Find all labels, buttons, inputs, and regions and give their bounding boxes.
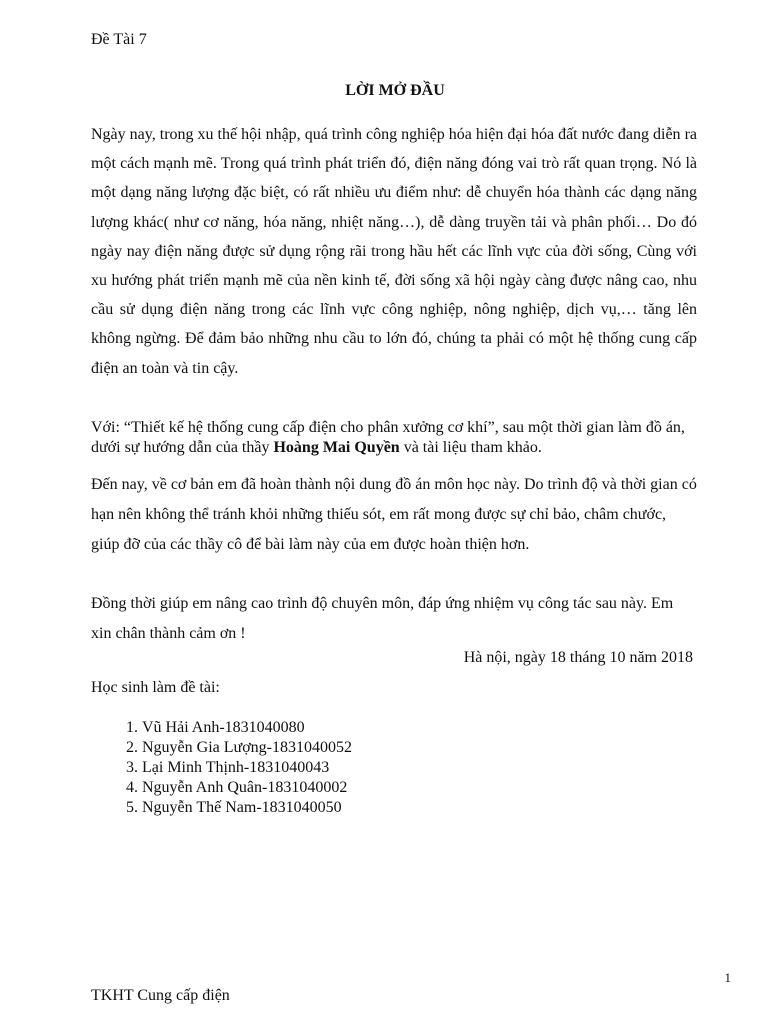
student-item [91,798,352,818]
topic-text-after: và tài liệu tham khảo. [399,439,542,456]
student-number: 5. [126,799,138,816]
student-name: Nguyễn Anh Quân-1831040002 [142,779,348,796]
intro-paragraph: Ngày nay, trong xu thế hội nhập, quá trình công nghiệp hóa hiện đại hóa đất nước đang diễn ra một cách mạnh mẽ. Trong quá trình phát triển đó, điện năng đóng vai trò rất quan trọng. Nó là một dạng năng lượng đặc biệt, có rất nhiều ưu điểm như: dễ chuyển hóa thành các dạng năng lượng khác( như cơ năng, hóa năng, nhiệt năng…), dễ dàng truyền tải và phân phối… Do đó ngày nay điện năng được sử dụng rộng rãi trong hầu hết các lĩnh vực của đời sống, Cùng với xu hướng phát triển mạnh mẽ của nền kinh tế, đời sống xã hội ngày càng được nâng cao, nhu cầu sử dụng điện năng trong các lĩnh vực công nghiệp, nông nghiệp, dịch vụ,… tăng lên không ngừng. Để đảm bảo những nhu cầu to lớn đó, chúng ta phải có một hệ thống cung cấp điện an toàn và tin cậy. [91,126,697,377]
student-number: 2. [126,739,138,756]
thanks-paragraph: Đồng thời giúp em nâng cao trình độ chuyên môn, đáp ứng nhiệm vụ công tác sau này. Em xin chân thành cảm ơn ! [91,595,674,642]
progress-paragraph: Đến nay, về cơ bản em đã hoàn thành nội dung đồ án môn học này. Do trình độ và thời gian có hạn nên không thể tránh khỏi những thiếu sót, em rất mong được sự chỉ bảo, châm chước, giúp đỡ của các thầy cô để bài làm này của em được hoàn thiện hơn. [91,476,697,553]
student-number: 4. [126,779,138,796]
student-item [91,758,352,778]
student-name: Nguyễn Thế Nam-1831040050 [142,799,342,816]
students-list [91,718,352,818]
student-name: Vũ Hải Anh-1831040080 [142,719,305,736]
page-header-topic: Đề Tài 7 [91,31,147,48]
student-item [91,738,352,758]
document-title: LỜI MỞ ĐẦU [345,82,445,99]
students-label: Học sinh làm đề tài: [91,679,220,696]
student-number: 3. [126,759,138,776]
student-item [91,718,352,738]
student-item [91,778,352,798]
teacher-name: Hoàng Mai Quyền [273,439,400,456]
signature-date: Hà nội, ngày 18 tháng 10 năm 2018 [463,649,693,666]
student-name: Nguyễn Gia Lượng-1831040052 [142,739,352,756]
student-name: Lại Minh Thịnh-1831040043 [142,759,330,776]
topic-text-before: Với: “Thiết kế hệ thống cung cấp điện cho phân xưởng cơ khí”, sau một thời gian làm đồ án, dưới sự hướng dẫn của thầy [91,419,685,456]
page-footer: TKHT Cung cấp điện [91,987,230,1004]
student-number: 1. [126,719,138,736]
page-number: 1 [724,970,731,985]
topic-paragraph [91,418,716,458]
